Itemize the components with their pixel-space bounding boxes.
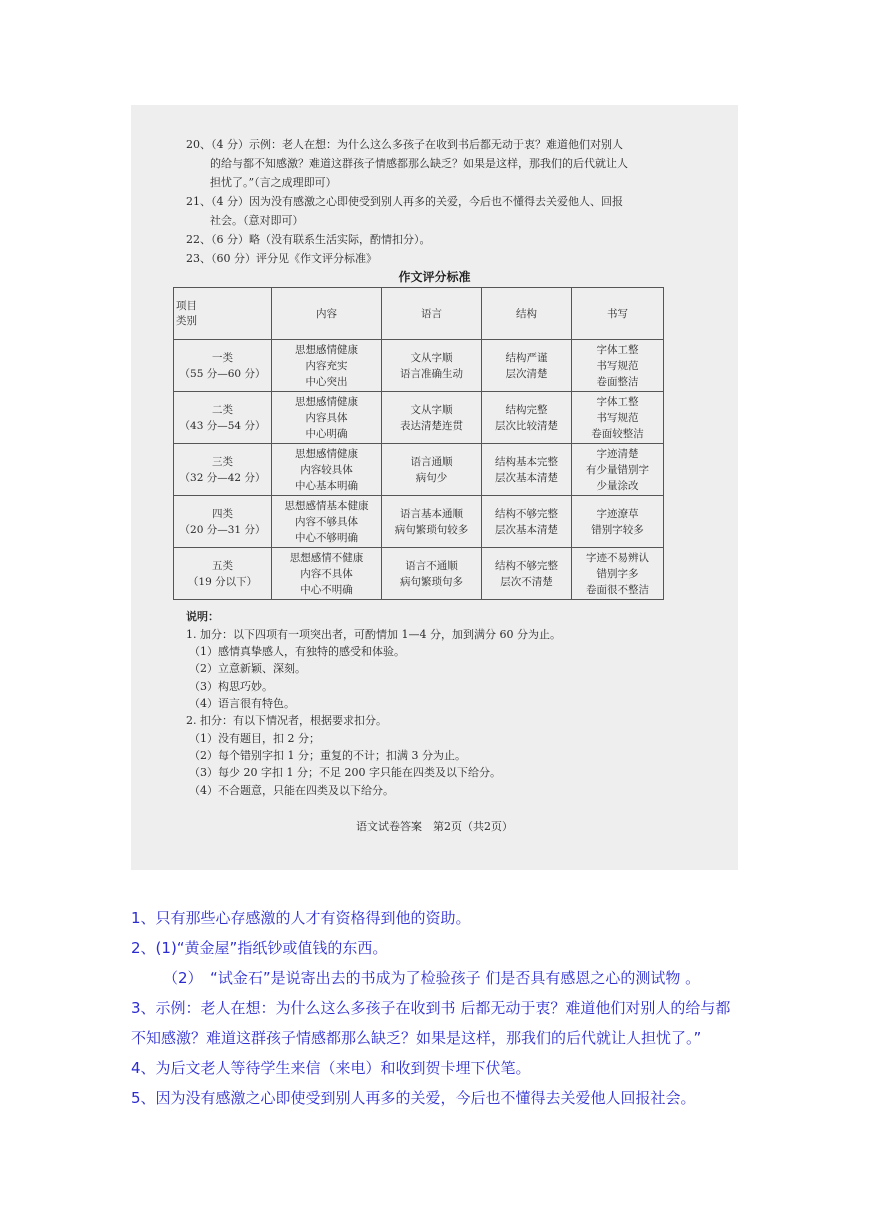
cell-line: 结构严谨	[505, 351, 548, 364]
table-row	[174, 444, 664, 496]
cell-line: 文从字顺	[410, 351, 453, 364]
cell-line: 文从字顺	[410, 403, 453, 416]
writing-cell	[572, 392, 664, 444]
cell-line: 思想感情健康	[295, 447, 358, 460]
cell-line: 病句少	[415, 471, 448, 484]
cell-line: 层次不清楚	[500, 575, 553, 588]
notes-heading: 说明：	[186, 610, 219, 623]
corner-top-label: 项目	[176, 299, 197, 312]
q20-line-1: 20、（4 分）示例：老人在想：为什么这么多孩子在收到书后都无动于衷？难道他们对别人	[186, 138, 623, 151]
category-range: （32 分—42 分）	[179, 471, 266, 484]
cell-line: 内容不具体	[300, 567, 353, 580]
category-cell	[174, 392, 272, 444]
q20-line-3: 担忧了。”（言之成理即可）	[210, 176, 337, 189]
answer-2-1: 2、(1)“黄金屋”指纸钞或值钱的东西。	[131, 939, 388, 957]
q21-line-1: 21、（4 分）因为没有感激之心即使受到别人再多的关爱，今后也不懂得去关爱他人、回报	[186, 195, 623, 208]
cell-line: 思想感情健康	[295, 395, 358, 408]
notes-line: （4）不合题意，只能在四类及以下给分。	[189, 784, 394, 797]
category-name: 四类	[212, 507, 233, 520]
header-language: 语言	[382, 288, 482, 340]
cell-line: 结构基本完整	[495, 455, 558, 468]
notes-line: （4）语言很有特色。	[189, 697, 295, 710]
table-row	[174, 392, 664, 444]
language-cell	[382, 548, 482, 600]
cell-line: 字迹清楚	[596, 447, 639, 460]
cell-line: 内容充实	[305, 359, 348, 372]
header-writing: 书写	[572, 288, 664, 340]
cell-line: 有少量错别字	[586, 463, 649, 476]
cell-line: 思想感情不健康	[289, 551, 364, 564]
cell-line: 层次基本清楚	[495, 523, 558, 536]
category-name: 二类	[212, 403, 233, 416]
category-cell	[174, 496, 272, 548]
cell-line: 思想感情基本健康	[284, 499, 369, 512]
header-content: 内容	[272, 288, 382, 340]
category-cell	[174, 548, 272, 600]
writing-cell	[572, 444, 664, 496]
notes-line: （2）每个错别字扣 1 分；重复的不计；扣满 3 分为止。	[189, 749, 466, 762]
category-name: 三类	[212, 455, 233, 468]
table-row	[174, 548, 664, 600]
corner-header-cell	[174, 288, 272, 340]
structure-cell	[482, 340, 572, 392]
cell-line: 书写规范	[596, 411, 639, 424]
answer-5: 5、因为没有感激之心即使受到别人再多的关爱，今后也不懂得去关爱他人回报社会。	[131, 1089, 696, 1107]
cell-line: 内容较具体	[300, 463, 353, 476]
content-cell	[272, 392, 382, 444]
language-cell	[382, 496, 482, 548]
category-name: 五类	[212, 559, 233, 572]
cell-line: 结构完整	[505, 403, 548, 416]
notes-line: （1）没有题目，扣 2 分；	[189, 732, 320, 745]
cell-line: 表达清楚连贯	[400, 419, 463, 432]
cell-line: 内容不够具体	[295, 515, 358, 528]
answer-3-line-2: 不知感激？难道这群孩子情感都那么缺乏？如果是这样，那我们的后代就让人担忧了。”	[131, 1029, 702, 1047]
content-cell	[272, 496, 382, 548]
structure-cell	[482, 444, 572, 496]
cell-line: 字迹潦草	[596, 507, 639, 520]
cell-line: 中心不够明确	[295, 531, 358, 544]
cell-line: 层次比较清楚	[495, 419, 558, 432]
notes-line: （2）立意新颖、深刻。	[189, 662, 306, 675]
notes-line: （1）感情真挚感人，有独特的感受和体验。	[189, 645, 405, 658]
cell-line: 中心突出	[305, 375, 348, 388]
notes-line: 2. 扣分：有以下情况者，根据要求扣分。	[186, 714, 387, 727]
content-cell	[272, 444, 382, 496]
cell-line: 层次清楚	[505, 367, 548, 380]
cell-line: 字体工整	[596, 395, 639, 408]
language-cell	[382, 392, 482, 444]
language-cell	[382, 444, 482, 496]
header-structure: 结构	[482, 288, 572, 340]
scanned-answer-page	[131, 105, 738, 870]
cell-line: 错别字较多	[591, 523, 644, 536]
language-cell	[382, 340, 482, 392]
q23-line: 23、（60 分）评分见《作文评分标准》	[186, 252, 377, 265]
writing-cell	[572, 548, 664, 600]
cell-line: 语言准确生动	[400, 367, 463, 380]
cell-line: 中心基本明确	[295, 479, 358, 492]
cell-line: 少量涂改	[596, 479, 639, 492]
answer-3-line-1: 3、示例：老人在想：为什么这么多孩子在收到书 后都无动于衷？难道他们对别人的给与都	[131, 999, 731, 1017]
answer-2-2: （2） “试金石”是说寄出去的书成为了检验孩子 们是否具有感恩之心的测试物 。	[163, 969, 701, 987]
cell-line: 中心明确	[305, 427, 348, 440]
category-range: （43 分—54 分）	[179, 419, 266, 432]
notes-line: （3）构思巧妙。	[189, 680, 273, 693]
cell-line: 语言不通顺	[405, 559, 458, 572]
content-cell	[272, 548, 382, 600]
category-range: （19 分以下）	[187, 575, 258, 588]
cell-line: 中心不明确	[300, 583, 353, 596]
table-row	[174, 496, 664, 548]
cell-line: 层次基本清楚	[495, 471, 558, 484]
cell-line: 内容具体	[305, 411, 348, 424]
structure-cell	[482, 548, 572, 600]
notes-line: 1. 加分：以下四项有一项突出者，可酌情加 1—4 分，加到满分 60 分为止。	[186, 628, 561, 641]
corner-bottom-label: 类别	[176, 314, 197, 327]
cell-line: 卷面整洁	[596, 375, 639, 388]
content-cell	[272, 340, 382, 392]
q22-line: 22、（6 分）略（没有联系生活实际，酌情扣分）。	[186, 233, 431, 246]
category-name: 一类	[212, 351, 233, 364]
table-header-row	[174, 288, 664, 340]
table-row	[174, 340, 664, 392]
cell-line: 错别字多	[596, 567, 639, 580]
cell-line: 病句繁琐句较多	[394, 523, 469, 536]
q20-line-2: 的给与都不知感激？难道这群孩子情感都那么缺乏？如果是这样，那我们的后代就让人	[210, 157, 628, 170]
grading-table	[173, 287, 664, 600]
table-title: 作文评分标准	[398, 270, 471, 284]
q21-line-2: 社会。（意对即可）	[210, 214, 304, 227]
cell-line: 书写规范	[596, 359, 639, 372]
writing-cell	[572, 496, 664, 548]
answer-1: 1、只有那些心存感激的人才有资格得到他的资助。	[131, 909, 471, 927]
category-range: （55 分—60 分）	[179, 367, 266, 380]
cell-line: 字体工整	[596, 343, 639, 356]
cell-line: 字迹不易辨认	[586, 551, 649, 564]
cell-line: 卷面很不整洁	[586, 583, 649, 596]
notes-line: （3）每少 20 字扣 1 分；不足 200 字只能在四类及以下给分。	[189, 766, 501, 779]
structure-cell	[482, 392, 572, 444]
cell-line: 结构不够完整	[495, 559, 558, 572]
cell-line: 语言基本通顺	[400, 507, 463, 520]
category-cell	[174, 340, 272, 392]
cell-line: 病句繁琐句多	[400, 575, 463, 588]
cell-line: 思想感情健康	[295, 343, 358, 356]
cell-line: 结构不够完整	[495, 507, 558, 520]
structure-cell	[482, 496, 572, 548]
cell-line: 卷面较整洁	[591, 427, 644, 440]
writing-cell	[572, 340, 664, 392]
page-footer: 语文试卷答案 第2页（共2页）	[356, 820, 513, 833]
category-range: （20 分—31 分）	[179, 523, 266, 536]
category-cell	[174, 444, 272, 496]
answer-4: 4、为后文老人等待学生来信（来电）和收到贺卡埋下伏笔。	[131, 1059, 531, 1077]
cell-line: 语言通顺	[410, 455, 453, 468]
